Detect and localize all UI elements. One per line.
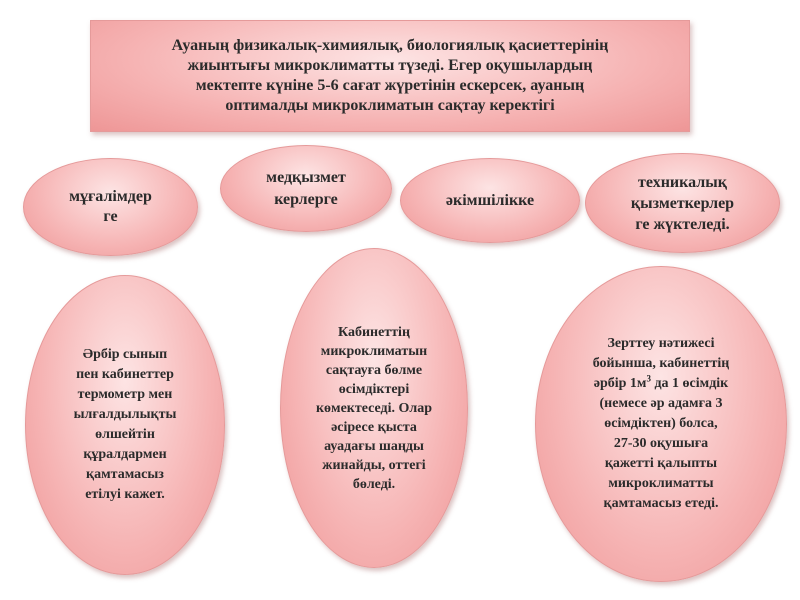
research-text-before: Зерттеу нәтижесі бойынша, кабинеттің әрбір 1м	[592, 336, 730, 391]
oval-thermometer-note-text: Әрбір сынып пен кабинеттер термометр мен ылғалдылықты өлшейтін құралдармен қамтамасыз етілуі кажет.	[73, 347, 177, 502]
oval-teachers	[23, 158, 198, 256]
oval-administration	[400, 158, 580, 243]
oval-teachers-text: мұғалімдер ге	[69, 188, 152, 225]
oval-medical-staff	[220, 145, 392, 232]
header-box	[90, 20, 690, 132]
oval-plants-note	[280, 248, 468, 568]
oval-technical-staff	[585, 153, 780, 253]
research-superscript: 3	[646, 373, 651, 384]
header-text: Ауаның физикалық-химиялық, биологиялық қасиеттерінің жиынтығы микроклиматты түзеді. Егер оқушылардың мектепте күніне 5-6 сағат жүретінін ескерсек, ауаның оптималды микроклиматын сақтау керектігі	[171, 37, 609, 114]
oval-research-note	[535, 266, 787, 582]
oval-technical-staff-text: техникалық қызметкерлер ге жүктеледі.	[630, 173, 735, 233]
oval-thermometer-note	[25, 275, 225, 575]
oval-administration-text: әкімшілікке	[445, 191, 535, 209]
research-text-after: да 1 өсімдік (немесе әр адамға 3 өсімдіктен) болса, 27-30 оқушыға қажетті қалыпты микроклиматты қамтамасыз етеді.	[599, 376, 729, 511]
oval-plants-note-text: Кабинеттің микроклиматын сақтауға бөлме өсімдіктері көмектеседі. Олар әсіресе қыста ауадағы шаңды жинайды, оттегі бөледі.	[315, 324, 433, 492]
oval-research-note-text	[593, 334, 730, 514]
oval-medical-staff-text: медқызмет керлерге	[266, 168, 346, 208]
